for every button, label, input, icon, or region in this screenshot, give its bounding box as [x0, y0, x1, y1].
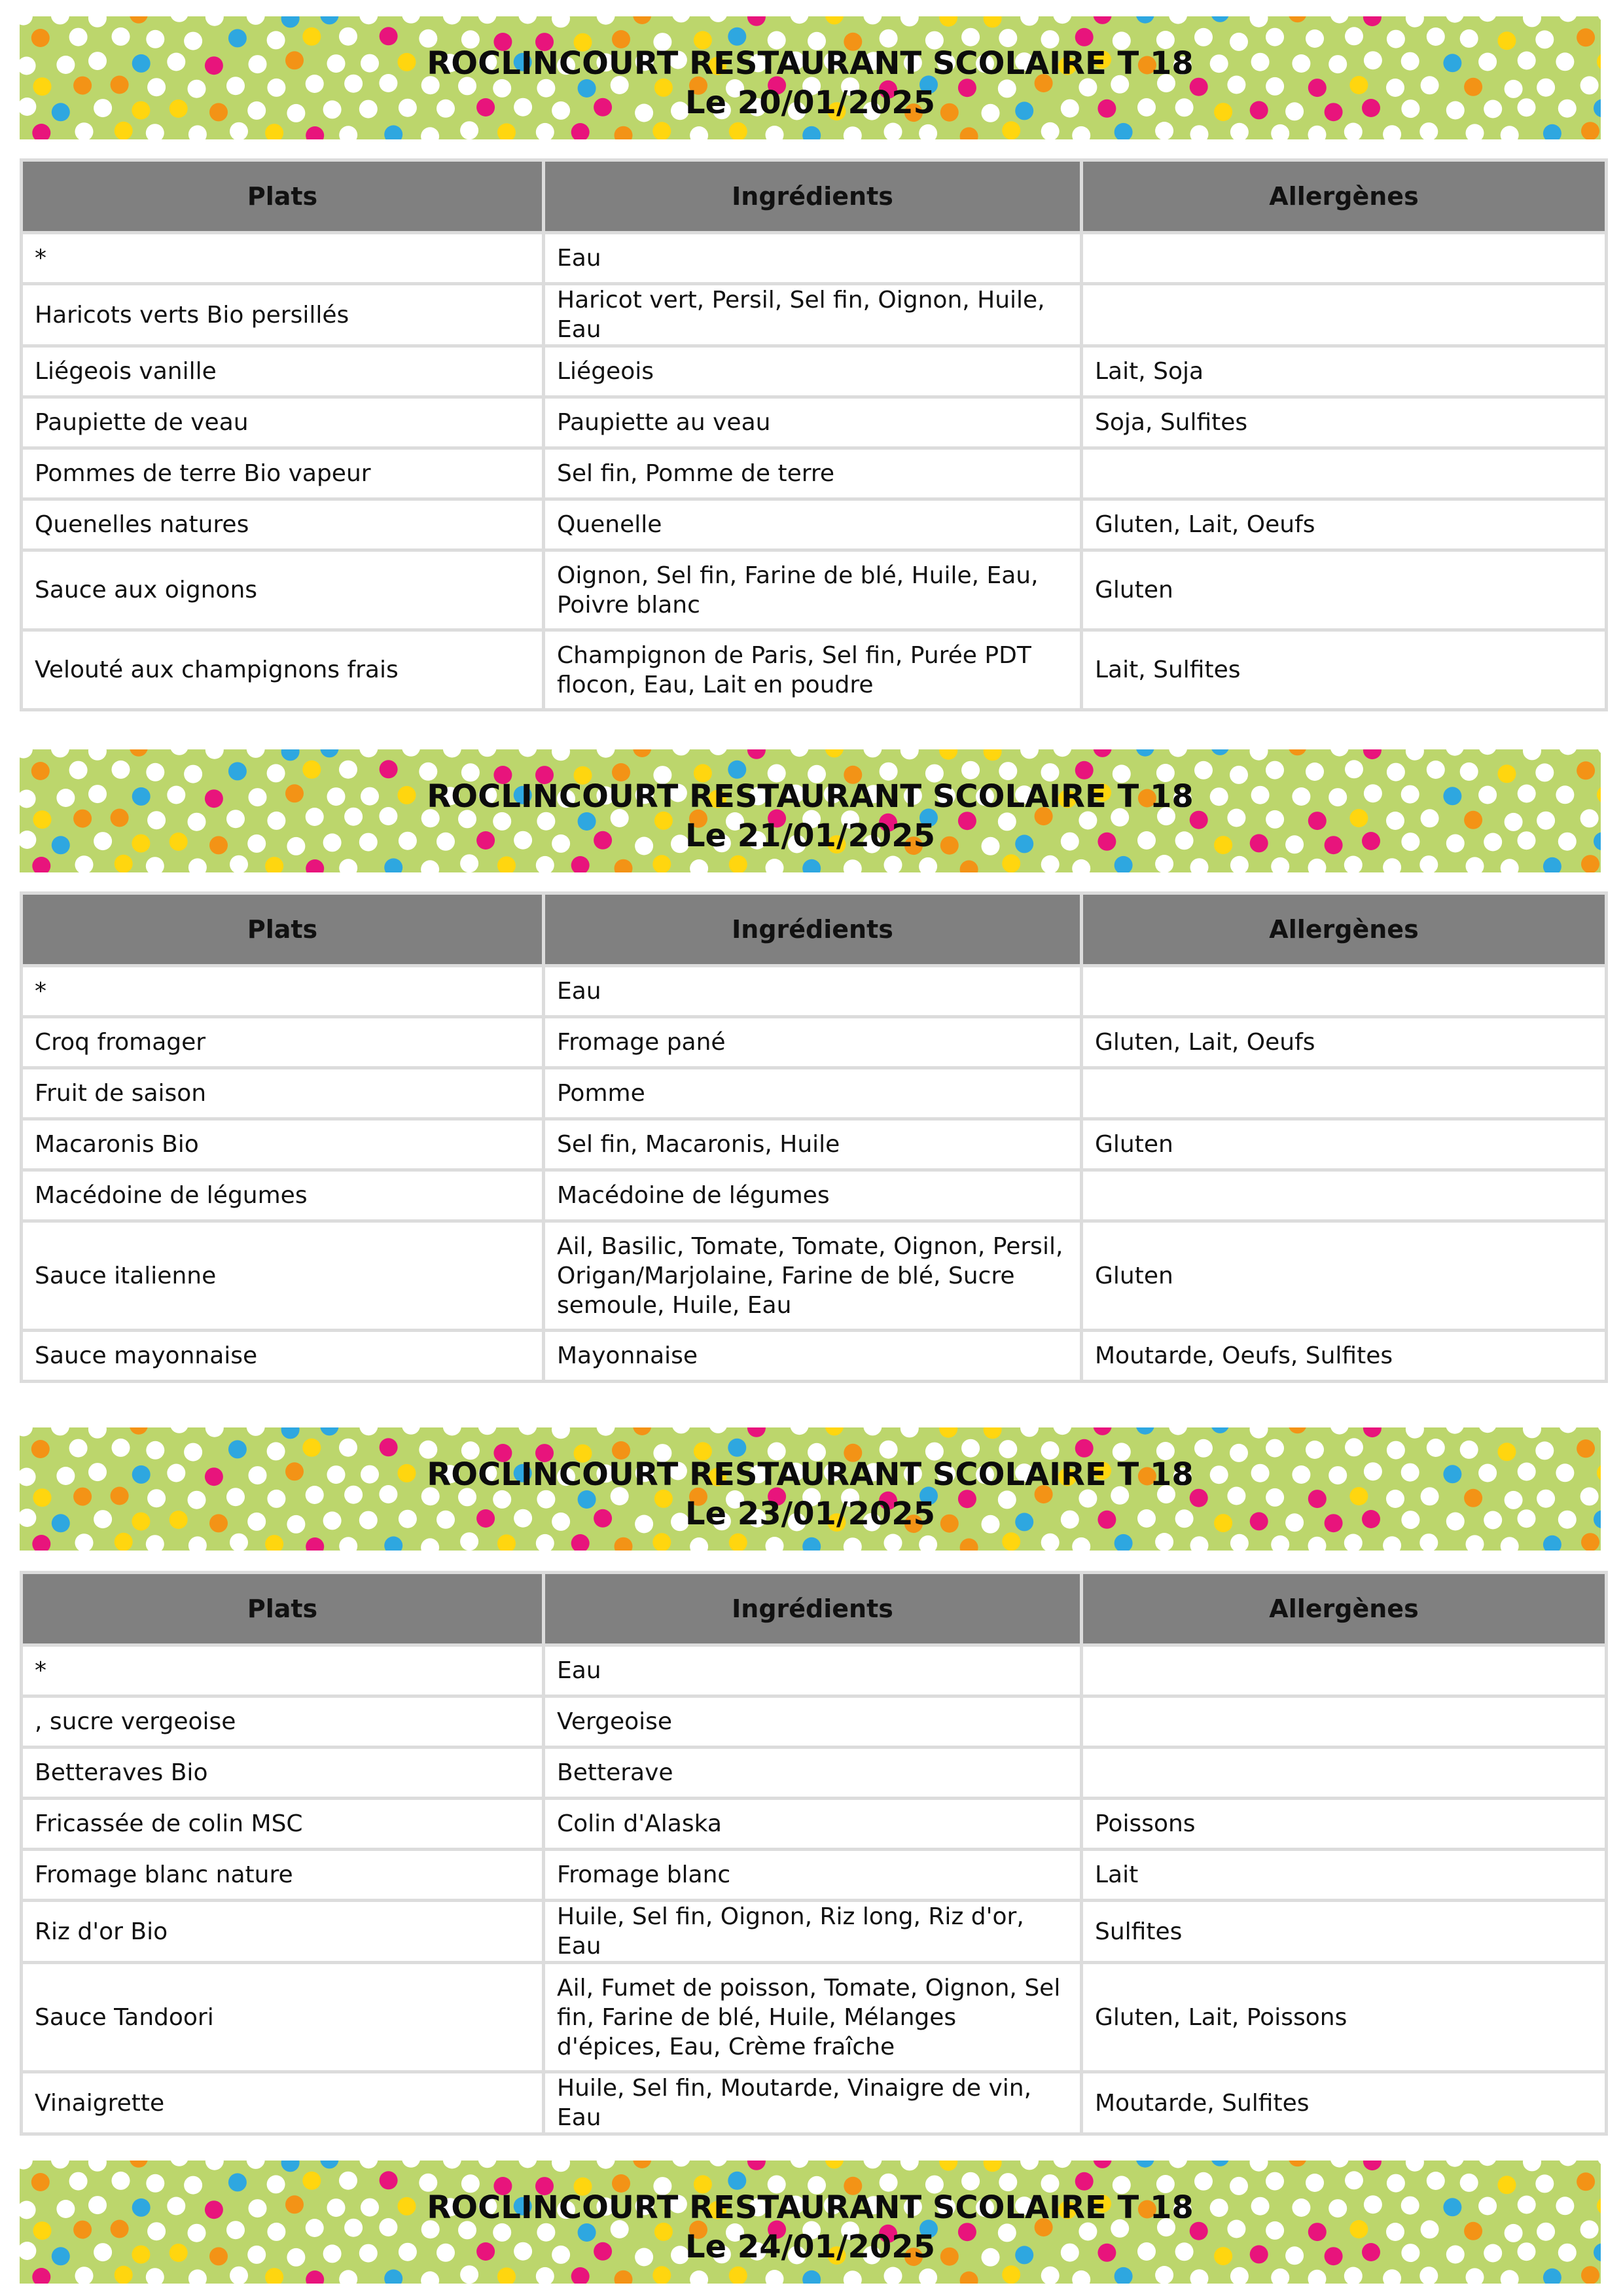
restaurant-title: ROCLINCOURT RESTAURANT SCOLAIRE T 18: [427, 2189, 1194, 2226]
polka-dot: [230, 1534, 248, 1551]
polka-dot: [306, 1537, 324, 1551]
table-row: [22, 1696, 1607, 1748]
column-header-allergenes: Allergènes: [1082, 893, 1607, 966]
table-row: [22, 397, 1607, 448]
polka-dot: [339, 2270, 357, 2284]
polka-dot: [1271, 124, 1289, 139]
polka-dot: [1115, 2267, 1133, 2284]
allergenes-cell: [1082, 448, 1607, 499]
column-header-allergenes: Allergènes: [1082, 160, 1607, 233]
polka-dot: [1501, 1537, 1519, 1551]
allergenes-cell: Moutarde, Oeufs, Sulfites: [1082, 1331, 1607, 1382]
polka-dot: [960, 127, 978, 139]
polka-dot: [339, 859, 357, 872]
polka-dot: [729, 855, 747, 872]
polka-dot: [1072, 2270, 1090, 2284]
polka-dot: [615, 859, 633, 872]
polka-dot: [1190, 1536, 1209, 1551]
polka-dot: [384, 2269, 402, 2284]
polka-dot: [1466, 1535, 1484, 1551]
ingredients-cell: Paupiette au veau: [544, 397, 1082, 448]
plat-cell: Riz d'or Bio: [22, 1901, 544, 1963]
polka-dot: [1072, 1537, 1090, 1551]
polka-dot: [32, 124, 50, 139]
polka-dot: [1072, 859, 1090, 872]
day-banner-2: [20, 749, 1601, 872]
plat-cell: Macédoine de légumes: [22, 1170, 544, 1221]
allergenes-cell: [1082, 1068, 1607, 1119]
polka-dot: [1466, 124, 1484, 139]
plat-cell: Paupiette de veau: [22, 397, 544, 448]
polka-dot: [802, 2270, 821, 2284]
ingredients-cell: Champignon de Paris, Sel fin, Purée PDT flocon, Eau, Lait en poudre: [544, 630, 1082, 710]
plat-cell: Croq fromager: [22, 1017, 544, 1068]
polka-dot: [230, 855, 248, 872]
table-header: [22, 1573, 1607, 1645]
ingredients-cell: Macédoine de légumes: [544, 1170, 1082, 1221]
polka-dot: [884, 1534, 902, 1551]
menu-table-1: [20, 158, 1608, 711]
ingredients-cell: Quenelle: [544, 499, 1082, 550]
allergenes-cell: [1082, 1170, 1607, 1221]
polka-dot: [652, 122, 671, 139]
allergenes-cell: Lait, Sulfites: [1082, 630, 1607, 710]
polka-dot: [421, 860, 439, 872]
polka-dot: [75, 1534, 94, 1551]
polka-dot: [884, 856, 902, 873]
polka-dot: [1155, 122, 1173, 139]
polka-dot: [188, 125, 207, 139]
ingredients-cell: Ail, Fumet de poisson, Tomate, Oignon, Sel fin, Farine de blé, Huile, Mélanges d'épices, Eau, Crème fraîche: [544, 1963, 1082, 2072]
polka-dot: [960, 860, 978, 872]
banner-title: [20, 2161, 1601, 2267]
polka-dot: [615, 126, 633, 139]
polka-dot: [460, 121, 478, 139]
ingredients-cell: Eau: [544, 233, 1082, 284]
polka-dot: [571, 856, 590, 872]
polka-dot: [690, 126, 708, 139]
allergenes-cell: Poissons: [1082, 1799, 1607, 1850]
polka-dot: [1419, 122, 1438, 139]
restaurant-title: ROCLINCOURT RESTAURANT SCOLAIRE T 18: [427, 45, 1194, 82]
ingredients-cell: Fromage pané: [544, 1017, 1082, 1068]
polka-dot: [919, 1535, 937, 1551]
allergenes-cell: [1082, 1748, 1607, 1799]
polka-dot: [1543, 2269, 1561, 2284]
plat-cell: Macaronis Bio: [22, 1119, 544, 1170]
polka-dot: [571, 2267, 590, 2284]
plat-cell: *: [22, 966, 544, 1017]
polka-dot: [1230, 2267, 1249, 2284]
polka-dot: [766, 859, 784, 872]
polka-dot: [265, 857, 283, 872]
polka-dot: [1466, 857, 1484, 872]
table-row: [22, 1331, 1607, 1382]
polka-dot: [1041, 122, 1060, 139]
allergenes-cell: Gluten, Lait, Oeufs: [1082, 499, 1607, 550]
allergenes-cell: Moutarde, Sulfites: [1082, 2072, 1607, 2134]
allergenes-cell: [1082, 284, 1607, 346]
plat-cell: Sauce italienne: [22, 1221, 544, 1331]
banner-title: [20, 749, 1601, 855]
polka-dot: [919, 2269, 937, 2284]
polka-dot: [1190, 125, 1209, 139]
polka-dot: [32, 1535, 50, 1551]
plat-cell: *: [22, 233, 544, 284]
table-header: [22, 160, 1607, 233]
polka-dot: [1383, 1536, 1401, 1551]
table-row: [22, 346, 1607, 397]
plat-cell: Haricots verts Bio persillés: [22, 284, 544, 346]
ingredients-cell: Pomme: [544, 1068, 1082, 1119]
polka-dot: [1041, 2267, 1060, 2284]
polka-dot: [1271, 2269, 1289, 2284]
polka-dot: [1230, 856, 1249, 872]
plat-cell: Sauce aux oignons: [22, 550, 544, 630]
allergenes-cell: Gluten: [1082, 1221, 1607, 1331]
menu-table-2: [20, 891, 1608, 1383]
polka-dot: [1308, 1537, 1327, 1551]
polka-dot: [497, 123, 516, 139]
plat-cell: Liégeois vanille: [22, 346, 544, 397]
table-row: [22, 1645, 1607, 1696]
polka-dot: [1383, 2269, 1401, 2284]
polka-dot: [615, 2270, 633, 2284]
polka-dot: [1344, 1534, 1363, 1551]
polka-dot: [802, 859, 821, 872]
table-row: [22, 1170, 1607, 1221]
polka-dot: [1230, 1534, 1249, 1551]
polka-dot: [1308, 126, 1327, 139]
polka-dot: [1419, 855, 1438, 872]
polka-dot: [729, 2267, 747, 2284]
plat-cell: , sucre vergeoise: [22, 1696, 544, 1748]
polka-dot: [844, 2270, 862, 2284]
allergenes-cell: Gluten, Lait, Oeufs: [1082, 1017, 1607, 1068]
restaurant-title: ROCLINCOURT RESTAURANT SCOLAIRE T 18: [427, 778, 1194, 815]
allergenes-cell: Lait: [1082, 1850, 1607, 1901]
menu-date: Le 21/01/2025: [685, 817, 936, 854]
polka-dot: [384, 858, 402, 872]
polka-dot: [1271, 857, 1289, 872]
polka-dot: [384, 1536, 402, 1551]
plat-cell: Fruit de saison: [22, 1068, 544, 1119]
polka-dot: [188, 2269, 207, 2284]
polka-dot: [1344, 856, 1363, 873]
allergenes-cell: Gluten: [1082, 550, 1607, 630]
polka-dot: [690, 2270, 708, 2284]
polka-dot: [919, 857, 937, 872]
ingredients-cell: Haricot vert, Persil, Sel fin, Oignon, Huile, Eau: [544, 284, 1082, 346]
polka-dot: [230, 122, 248, 139]
plat-cell: Sauce Tandoori: [22, 1963, 544, 2072]
polka-dot: [1002, 121, 1020, 139]
column-header-plats: Plats: [22, 160, 544, 233]
polka-dot: [1383, 125, 1401, 139]
column-header-plats: Plats: [22, 893, 544, 966]
polka-dot: [421, 1538, 439, 1551]
polka-dot: [32, 2268, 50, 2284]
polka-dot: [536, 1534, 554, 1551]
allergenes-cell: Soja, Sulfites: [1082, 397, 1607, 448]
plat-cell: Fricassée de colin MSC: [22, 1799, 544, 1850]
day-banner-3: [20, 1427, 1601, 1551]
ingredients-cell: Huile, Sel fin, Moutarde, Vinaigre de vin, Eau: [544, 2072, 1082, 2134]
polka-dot: [115, 1533, 133, 1551]
polka-dot: [115, 855, 133, 872]
polka-dot: [75, 855, 94, 872]
plat-cell: Velouté aux champignons frais: [22, 630, 544, 710]
table-row: [22, 233, 1607, 284]
table-row: [22, 1850, 1607, 1901]
table-row: [22, 284, 1607, 346]
polka-dot: [1543, 1535, 1561, 1551]
polka-dot: [1344, 2267, 1363, 2284]
plat-cell: Betteraves Bio: [22, 1748, 544, 1799]
polka-dot: [75, 2267, 94, 2284]
polka-dot: [115, 2266, 133, 2284]
polka-dot: [1581, 1533, 1599, 1551]
column-header-allergenes: Allergènes: [1082, 1573, 1607, 1645]
polka-dot: [884, 123, 902, 140]
polka-dot: [1002, 2265, 1020, 2284]
polka-dot: [571, 1534, 590, 1551]
polka-dot: [1543, 857, 1561, 872]
polka-dot: [652, 855, 671, 872]
polka-dot: [146, 857, 164, 872]
allergenes-cell: Sulfites: [1082, 1901, 1607, 1963]
column-header-ingredients: Ingrédients: [544, 160, 1082, 233]
column-header-ingredients: Ingrédients: [544, 1573, 1082, 1645]
ingredients-cell: Mayonnaise: [544, 1331, 1082, 1382]
polka-dot: [1581, 855, 1599, 872]
polka-dot: [766, 1537, 784, 1551]
polka-dot: [690, 859, 708, 872]
menu-table-3: [20, 1571, 1608, 2136]
polka-dot: [1419, 2267, 1438, 2284]
polka-dot: [497, 856, 516, 872]
table-row: [22, 1901, 1607, 1963]
day-banner-4: [20, 2161, 1601, 2284]
polka-dot: [1501, 2270, 1519, 2284]
polka-dot: [1581, 122, 1599, 139]
ingredients-cell: Ail, Basilic, Tomate, Tomate, Oignon, Persil, Origan/Marjolaine, Farine de blé, Sucre semoule, Huile, Eau: [544, 1221, 1082, 1331]
allergenes-cell: Gluten, Lait, Poissons: [1082, 1963, 1607, 2072]
ingredients-cell: Liégeois: [544, 346, 1082, 397]
polka-dot: [536, 2267, 554, 2284]
polka-dot: [690, 1537, 708, 1551]
ingredients-cell: Colin d'Alaska: [544, 1799, 1082, 1850]
plat-cell: Pommes de terre Bio vapeur: [22, 448, 544, 499]
table-row: [22, 2072, 1607, 2134]
polka-dot: [497, 1534, 516, 1551]
polka-dot: [844, 859, 862, 872]
polka-dot: [460, 854, 478, 872]
polka-dot: [1072, 126, 1090, 139]
allergenes-cell: Gluten: [1082, 1119, 1607, 1170]
polka-dot: [652, 1533, 671, 1551]
table-row: [22, 1799, 1607, 1850]
polka-dot: [265, 1535, 283, 1551]
column-header-plats: Plats: [22, 1573, 544, 1645]
ingredients-cell: Betterave: [544, 1748, 1082, 1799]
plat-cell: Quenelles natures: [22, 499, 544, 550]
polka-dot: [1115, 856, 1133, 872]
polka-dot: [1501, 859, 1519, 872]
polka-dot: [265, 124, 283, 139]
allergenes-cell: [1082, 1645, 1607, 1696]
restaurant-title: ROCLINCOURT RESTAURANT SCOLAIRE T 18: [427, 1456, 1194, 1493]
day-banner-1: [20, 16, 1601, 139]
polka-dot: [188, 858, 207, 872]
polka-dot: [1155, 855, 1173, 872]
polka-dot: [146, 2268, 164, 2284]
polka-dot: [306, 859, 324, 872]
table-row: [22, 966, 1607, 1017]
polka-dot: [1543, 124, 1561, 139]
polka-dot: [802, 126, 821, 139]
polka-dot: [571, 123, 590, 139]
polka-dot: [1115, 123, 1133, 139]
polka-dot: [884, 2267, 902, 2284]
polka-dot: [960, 2271, 978, 2284]
polka-dot: [1419, 1534, 1438, 1551]
ingredients-cell: Vergeoise: [544, 1696, 1082, 1748]
column-header-ingredients: Ingrédients: [544, 893, 1082, 966]
polka-dot: [1155, 2266, 1173, 2284]
polka-dot: [1041, 855, 1060, 872]
polka-dot: [844, 126, 862, 139]
plat-cell: *: [22, 1645, 544, 1696]
polka-dot: [188, 1536, 207, 1551]
polka-dot: [146, 124, 164, 139]
menu-date: Le 24/01/2025: [685, 2229, 936, 2265]
polka-dot: [1002, 1532, 1020, 1551]
polka-dot: [115, 122, 133, 139]
ingredients-cell: Eau: [544, 1645, 1082, 1696]
table-row: [22, 448, 1607, 499]
polka-dot: [306, 126, 324, 139]
polka-dot: [766, 2270, 784, 2284]
polka-dot: [265, 2268, 283, 2284]
menu-date: Le 23/01/2025: [685, 1496, 936, 1532]
plat-cell: Fromage blanc nature: [22, 1850, 544, 1901]
polka-dot: [1230, 123, 1249, 139]
polka-dot: [460, 2265, 478, 2284]
allergenes-cell: [1082, 966, 1607, 1017]
table-row: [22, 1963, 1607, 2072]
polka-dot: [339, 1537, 357, 1551]
allergenes-cell: Lait, Soja: [1082, 346, 1607, 397]
polka-dot: [844, 1537, 862, 1551]
polka-dot: [460, 1532, 478, 1551]
polka-dot: [421, 2271, 439, 2284]
polka-dot: [1581, 2266, 1599, 2284]
table-row: [22, 499, 1607, 550]
table-row: [22, 1221, 1607, 1331]
polka-dot: [1115, 1534, 1133, 1551]
polka-dot: [919, 124, 937, 139]
polka-dot: [1383, 858, 1401, 872]
menu-date: Le 20/01/2025: [685, 84, 936, 121]
polka-dot: [1190, 2269, 1209, 2284]
polka-dot: [1041, 1534, 1060, 1551]
polka-dot: [615, 1537, 633, 1551]
polka-dot: [536, 123, 554, 139]
table-row: [22, 1748, 1607, 1799]
polka-dot: [1190, 858, 1209, 872]
polka-dot: [960, 1538, 978, 1551]
allergenes-cell: [1082, 233, 1607, 284]
ingredients-cell: Oignon, Sel fin, Farine de blé, Huile, Eau, Poivre blanc: [544, 550, 1082, 630]
ingredients-cell: Huile, Sel fin, Oignon, Riz long, Riz d'or, Eau: [544, 1901, 1082, 1963]
polka-dot: [652, 2266, 671, 2284]
polka-dot: [339, 126, 357, 139]
polka-dot: [536, 856, 554, 872]
polka-dot: [75, 122, 94, 139]
ingredients-cell: Sel fin, Pomme de terre: [544, 448, 1082, 499]
polka-dot: [1308, 2270, 1327, 2284]
table-row: [22, 1119, 1607, 1170]
polka-dot: [729, 122, 747, 139]
polka-dot: [1466, 2268, 1484, 2284]
table-row: [22, 1017, 1607, 1068]
polka-dot: [1155, 1533, 1173, 1551]
plat-cell: Vinaigrette: [22, 2072, 544, 2134]
banner-title: [20, 16, 1601, 122]
polka-dot: [32, 857, 50, 872]
polka-dot: [384, 125, 402, 139]
polka-dot: [802, 1537, 821, 1551]
polka-dot: [1308, 859, 1327, 872]
polka-dot: [1271, 1535, 1289, 1551]
table-header: [22, 893, 1607, 966]
polka-dot: [230, 2267, 248, 2284]
table-row: [22, 1068, 1607, 1119]
polka-dot: [421, 127, 439, 139]
ingredients-cell: Fromage blanc: [544, 1850, 1082, 1901]
allergenes-cell: [1082, 1696, 1607, 1748]
polka-dot: [1002, 854, 1020, 872]
polka-dot: [497, 2267, 516, 2284]
polka-dot: [1344, 123, 1363, 140]
polka-dot: [306, 2270, 324, 2284]
plat-cell: Sauce mayonnaise: [22, 1331, 544, 1382]
polka-dot: [729, 1534, 747, 1551]
banner-title: [20, 1427, 1601, 1534]
polka-dot: [1501, 126, 1519, 139]
table-row: [22, 630, 1607, 710]
polka-dot: [146, 1535, 164, 1551]
ingredients-cell: Sel fin, Macaronis, Huile: [544, 1119, 1082, 1170]
table-row: [22, 550, 1607, 630]
polka-dot: [766, 126, 784, 139]
ingredients-cell: Eau: [544, 966, 1082, 1017]
